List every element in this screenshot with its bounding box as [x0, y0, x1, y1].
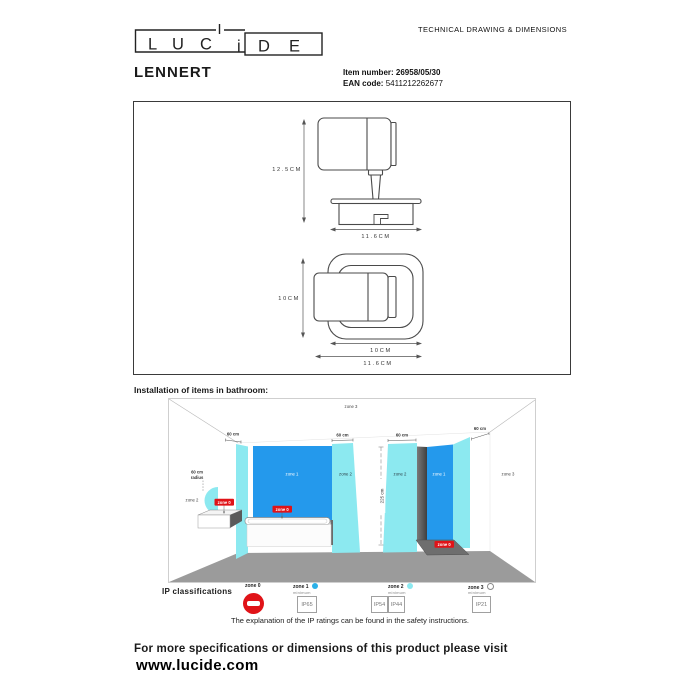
ip-classifications-title: IP classifications — [162, 587, 233, 596]
radius-word-label: radius — [190, 474, 204, 480]
ip-zone2-minimum: minimum — [388, 590, 406, 595]
top-outer-width-label: 11.6CM — [363, 361, 393, 367]
zone2-bath-label: zone 2 — [339, 471, 352, 477]
zone1-color-dot-icon — [312, 583, 318, 589]
bathroom-zones-diagram — [168, 398, 536, 583]
document-title: TECHNICAL DRAWING & DIMENSIONS — [418, 25, 567, 34]
ean-row — [343, 78, 443, 89]
ip21-rating-box: IP21 — [472, 596, 491, 613]
zone2-left-wall-strip — [236, 444, 248, 559]
zone1-shower-label: zone 1 — [432, 471, 446, 477]
logo-letter: i — [237, 37, 241, 56]
ip-zone3-minimum: minimum — [468, 590, 486, 595]
zone1-shower-area — [427, 445, 453, 548]
ip65-rating-box: IP65 — [297, 596, 317, 613]
height-dim-label: 225 cm — [379, 488, 385, 504]
dim-60-label-1: 60 cm — [226, 431, 240, 437]
zone1-bathtub-area — [253, 446, 332, 520]
ip-zone2-label-text: zone 2 — [388, 584, 404, 590]
logo-letter: U — [172, 35, 184, 54]
ip-zone1-minimum: minimum — [293, 590, 311, 595]
item-number-row — [343, 67, 443, 78]
top-view-spotlight — [314, 254, 423, 339]
front-height-label: 12.5CM — [272, 167, 302, 173]
technical-drawing-box — [133, 101, 571, 375]
zone0-badge-shower: zone 0 — [437, 542, 451, 548]
ip54-rating-box: IP54 — [371, 596, 388, 613]
ip44-rating-box: IP44 — [388, 596, 405, 613]
zone2-shower-label: zone 2 — [393, 471, 407, 477]
dim-60-label-2: 60 cm — [336, 432, 349, 438]
zone2-shower-band — [383, 443, 417, 553]
technical-drawing — [134, 102, 570, 374]
item-number-value: 26958/05/30 — [395, 68, 441, 77]
front-view-spotlight — [318, 118, 421, 225]
zone3-color-dot-icon — [487, 583, 494, 590]
footer-text: For more specifications or dimensions of this product please visit — [134, 643, 508, 655]
ean-value: 5411212262677 — [385, 79, 443, 88]
dim-60-label-4: 60 cm — [473, 426, 487, 431]
zone3-right-label: zone 3 — [501, 471, 515, 477]
logo-letter: E — [289, 37, 301, 56]
zone0-badge-bathtub: zone 0 — [275, 506, 289, 512]
no-entry-icon — [243, 593, 264, 614]
ip-zone1-label — [293, 583, 318, 590]
no-entry-bar — [247, 601, 260, 606]
ip-zone3-label-text: zone 3 — [468, 585, 484, 591]
product-name: LENNERT — [134, 64, 212, 81]
front-width-label: 11.6CM — [361, 234, 391, 240]
ip-ratings-note: The explanation of the IP ratings can be found in the safety instructions. — [231, 616, 469, 625]
zone0-badge-basin: zone 0 — [217, 499, 231, 505]
top-height-label: 10CM — [278, 296, 300, 302]
logo-letter: L — [148, 35, 158, 54]
website-link[interactable]: www.lucide.com — [136, 657, 259, 674]
zone2-right-wall-strip — [453, 437, 470, 548]
lucide-logo — [134, 22, 329, 62]
item-info — [343, 67, 443, 89]
dim-60-label-3: 60 cm — [395, 432, 409, 438]
ean-label: EAN code: — [343, 79, 384, 88]
shower-dark-wall — [417, 447, 427, 542]
ip-zone1-label-text: zone 1 — [293, 584, 309, 590]
zone3-top-label: zone 3 — [344, 404, 358, 409]
zone1-bath-label: zone 1 — [285, 471, 299, 477]
bathroom-heading: Installation of items in bathroom: — [134, 385, 269, 395]
zone2-basin-label: zone 2 — [185, 497, 199, 503]
ip-zone2-label — [388, 583, 413, 590]
radius-value-label: 60 cm — [191, 469, 203, 475]
ip-zone0-label: zone 0 — [245, 583, 261, 589]
logo-letter: D — [258, 37, 270, 56]
logo-letter: C — [200, 35, 212, 54]
zone2-color-dot-icon — [407, 583, 413, 589]
item-number-label: Item number: — [343, 68, 394, 77]
top-inner-width-label: 10CM — [370, 348, 392, 354]
bathtub — [245, 518, 333, 547]
